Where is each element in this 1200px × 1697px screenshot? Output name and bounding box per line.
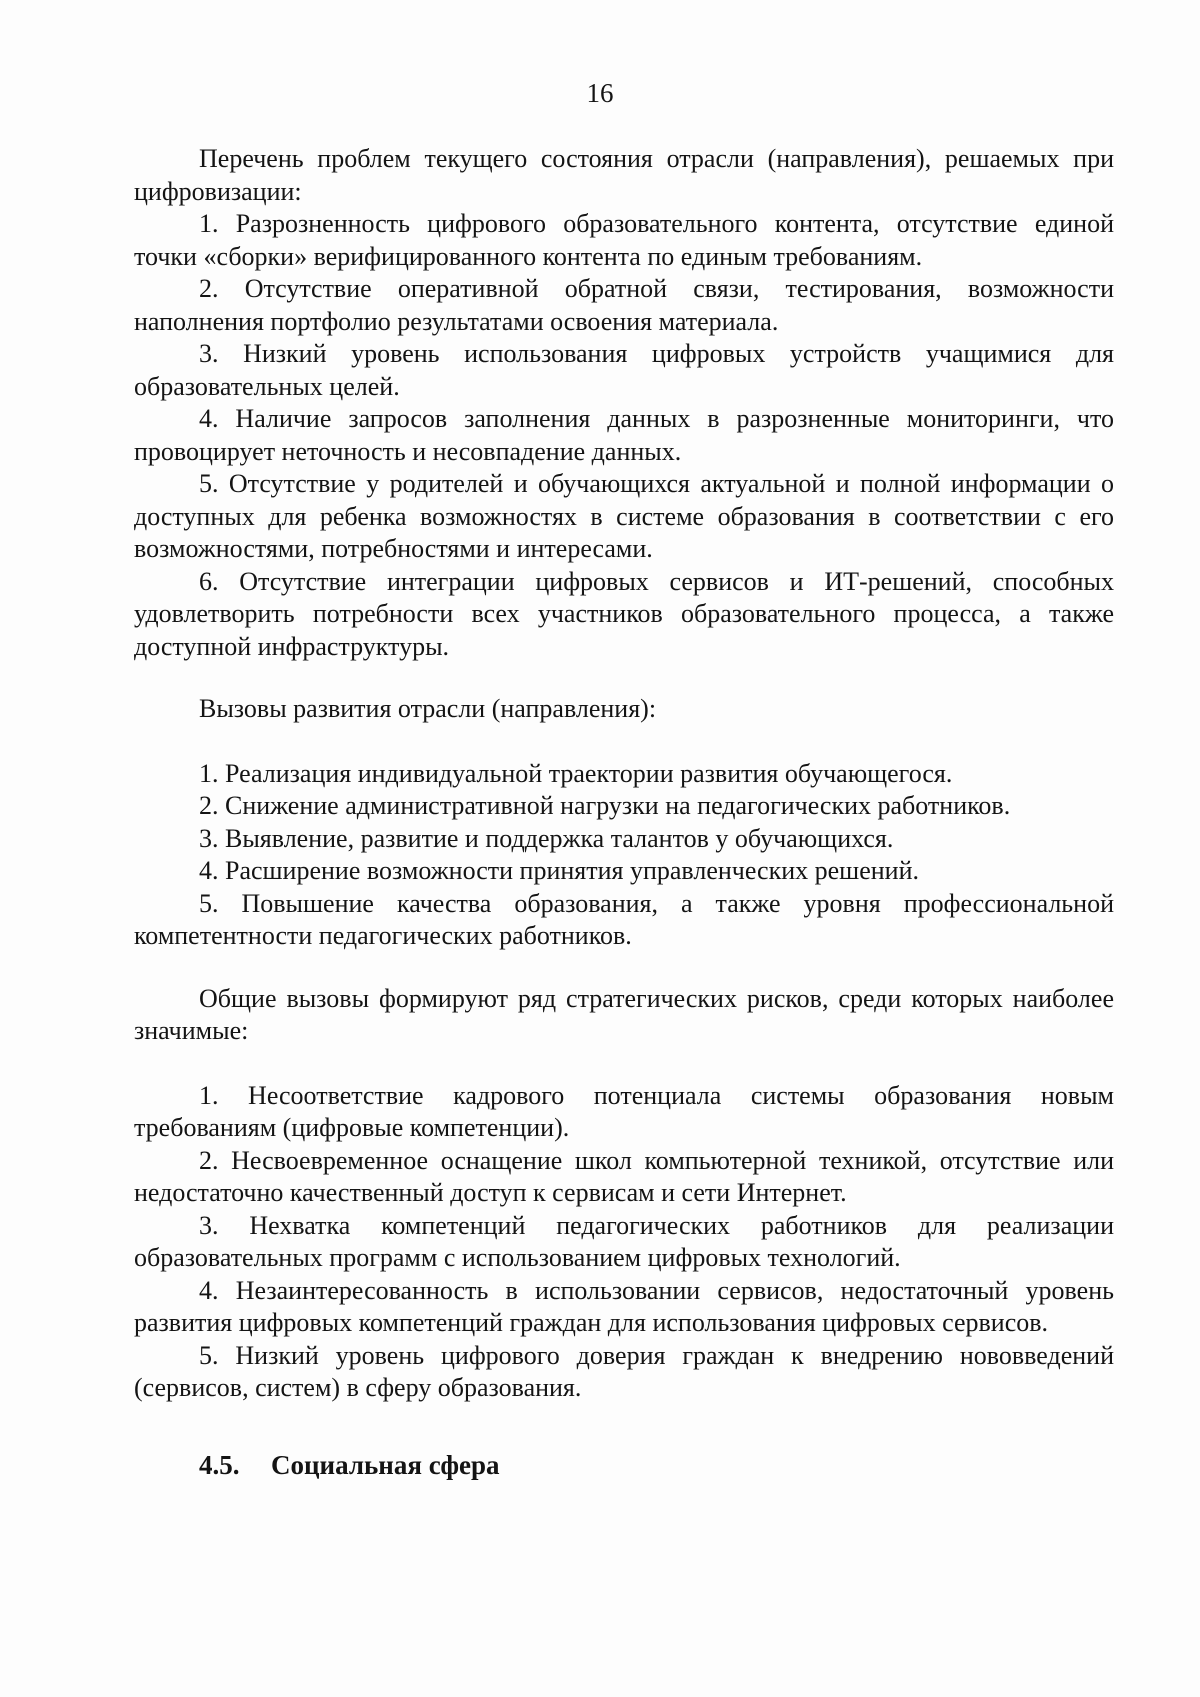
risks-intro: Общие вызовы формируют ряд стратегических рисков, среди которых наиболее значимые: (134, 983, 1114, 1045)
problem-item-1: 1. Разрозненность цифрового образовательного контента, отсутствие единой точки «сборки» верифицированного контента по единым требованиям. (134, 209, 1114, 271)
challenges-intro: Вызовы развития отрасли (направления): (199, 694, 657, 723)
document-body (134, 143, 1114, 1481)
problem-item-2: 2. Отсутствие оперативной обратной связи, тестирования, возможности наполнения портфолио результатами освоения материала. (134, 274, 1114, 336)
risk-item-3: 3. Нехватка компетенций педагогических работников для реализации образовательных программ с использованием цифровых технологий. (134, 1210, 1114, 1272)
challenge-item-2: 2. Снижение административной нагрузки на педагогических работников. (199, 791, 1011, 820)
section-heading-number: 4.5. (199, 1449, 240, 1480)
challenge-item-3: 3. Выявление, развитие и поддержка талантов у обучающихся. (199, 823, 894, 853)
challenge-item-1: 1. Реализация индивидуальной траектории развития обучающегося. (199, 758, 953, 788)
problems-intro: Перечень проблем текущего состояния отрасли (направления), решаемых при цифровизации: (134, 144, 1114, 206)
risk-item-1: 1. Несоответствие кадрового потенциала системы образования новым требованиям (цифровые компетенции). (134, 1080, 1114, 1142)
spacer (134, 663, 1114, 693)
spacer (134, 953, 1114, 983)
spacer (134, 726, 1114, 758)
challenge-item-5: 5. Повышение качества образования, а также уровня профессиональной компетентности педагогических работников. (134, 888, 1114, 950)
spacer (134, 1405, 1114, 1449)
spacer (134, 1048, 1114, 1080)
problem-item-3: 3. Низкий уровень использования цифровых устройств учащимися для образовательных целей. (134, 339, 1114, 401)
section-heading-title: Социальная сфера (271, 1449, 500, 1480)
risk-item-2: 2. Несвоевременное оснащение школ компьютерной техникой, отсутствие или недостаточно качественный доступ к сервисам и сети Интернет. (134, 1145, 1114, 1207)
section-heading (134, 1449, 1114, 1482)
page-number: 16 (586, 78, 614, 108)
problem-item-6: 6. Отсутствие интеграции цифровых сервисов и ИТ-решений, способных удовлетворить потребности всех участников образовательного процесса, а также доступной инфраструктуры. (134, 566, 1114, 661)
challenge-item-4: 4. Расширение возможности принятия управленческих решений. (199, 856, 919, 885)
problem-item-5: 5. Отсутствие у родителей и обучающихся актуальной и полной информации о доступных для ребенка возможностях в системе образования в соответствии с его возможностями, потребностями и интересами. (134, 469, 1114, 563)
risk-item-4: 4. Незаинтересованность в использовании сервисов, недостаточный уровень развития цифровых компетенций граждан для использования цифровых сервисов. (134, 1275, 1114, 1337)
problem-item-4: 4. Наличие запросов заполнения данных в разрозненные мониторинги, что провоцирует неточность и несовпадение данных. (134, 404, 1114, 466)
risk-item-5: 5. Низкий уровень цифрового доверия граждан к внедрению нововведений (сервисов, систем) в сферу образования. (134, 1340, 1114, 1402)
